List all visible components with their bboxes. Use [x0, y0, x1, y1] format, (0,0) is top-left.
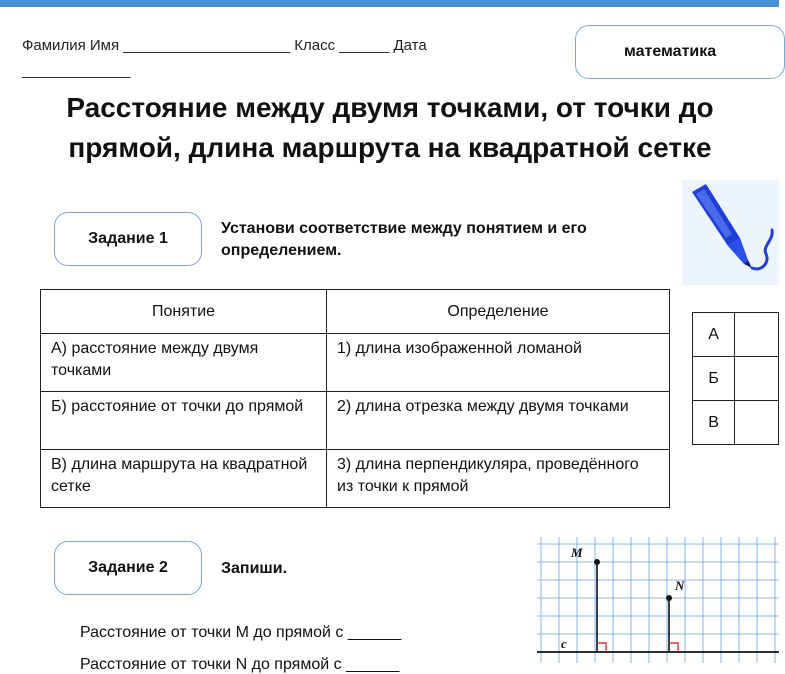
answer-row	[693, 401, 779, 445]
definition-cell: 1) длина изображенной ломаной	[327, 334, 670, 392]
answer-row	[693, 357, 779, 401]
task2-instruction: Запиши.	[221, 560, 288, 577]
answer-row	[693, 313, 779, 357]
top-accent-stripe	[0, 0, 779, 7]
answer-letter: Б	[693, 357, 735, 401]
answer-letter: А	[693, 313, 735, 357]
concept-cell: Б) расстояние от точки до прямой	[41, 392, 327, 450]
answer-cell[interactable]	[735, 401, 779, 445]
matching-table	[40, 289, 670, 508]
task1-badge	[54, 212, 202, 266]
question-distance-m: Расстояние от точки M до прямой c ______	[80, 624, 402, 641]
concept-cell: А) расстояние между двумя точками	[41, 334, 327, 392]
definition-cell: 3) длина перпендикуляра, проведённого из точки к прямой	[327, 450, 670, 508]
table-header-row	[41, 290, 670, 334]
subject-label: математика	[624, 43, 717, 60]
answer-cell[interactable]	[735, 313, 779, 357]
grid-figure	[537, 537, 779, 663]
page-title: Расстояние между двумя точками, от точки до прямой, длина маршрута на квадратной сетке	[66, 92, 714, 163]
task2-label: Задание 2	[88, 559, 168, 576]
definition-cell: 2) длина отрезка между двумя точками	[327, 392, 670, 450]
point-n-label: N	[675, 578, 685, 593]
subject-badge	[575, 25, 785, 79]
column-header: Определение	[327, 290, 670, 334]
answer-letter: В	[693, 401, 735, 445]
fountain-pen-icon	[682, 180, 779, 285]
answer-table	[692, 312, 779, 445]
answer-cell[interactable]	[735, 357, 779, 401]
task1-label: Задание 1	[88, 230, 168, 247]
date-blank: _____________	[22, 62, 131, 79]
point-m-label: M	[571, 545, 583, 560]
task1-instruction: Установи соответствие между понятием и его определением.	[221, 220, 587, 259]
table-row	[41, 450, 670, 508]
concept-cell: В) длина маршрута на квадратной сетке	[41, 450, 327, 508]
column-header: Понятие	[41, 290, 327, 334]
task2-badge	[54, 541, 202, 595]
student-info-line: Фамилия Имя ____________________ Класс ______ Дата	[22, 37, 427, 54]
question-distance-n: Расстояние от точки N до прямой c ______	[80, 656, 400, 673]
line-c-label: c	[561, 636, 567, 651]
table-row	[41, 392, 670, 450]
table-row	[41, 334, 670, 392]
